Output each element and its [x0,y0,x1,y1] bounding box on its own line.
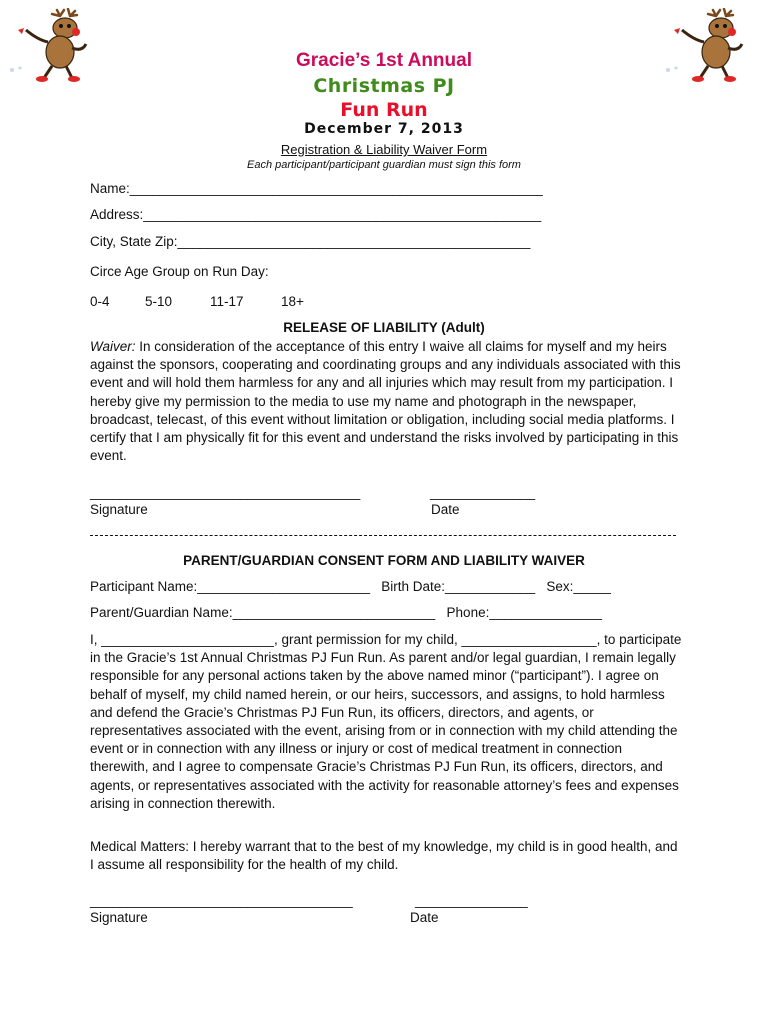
guardian-date-line[interactable]: _______________ [415,893,528,908]
cut-line-divider [90,535,676,536]
participant-info-line[interactable]: Participant Name:_______________________ Birth Date:____________ Sex:_____ [90,579,611,594]
event-title-line-2: Christmas PJ [313,75,455,97]
parent-consent-heading: PARENT/GUARDIAN CONSENT FORM AND LIABILITY WAIVER [183,553,585,568]
age-option-0-4[interactable]: 0-4 [90,294,110,309]
guardian-date-label: Date [410,910,439,925]
event-title-line-1: Gracie’s 1st Annual [296,50,472,71]
adult-signature-line[interactable]: ____________________________________ [90,485,361,500]
permission-paragraph: I, _______________________, grant permission for my child, __________________, to participate in the Gracie’s 1st Annual Christmas PJ Fun Run. As parent and/or legal guardian, I remain legally responsible for any personal actions taken by the above named minor (“participant”). I agree on behalf of myself, my child named herein, or our heirs, successors, and assigns, to hold harmless and defend the Gracie’s Christmas PJ Fun Run, its officers, directors, and agents, or representatives associated with the event, arising from or in connection with my child attending the event or in connection with any illness or injury or cost of medical treatment in connection therewith, and I agree to compensate Gracie’s Christmas PJ Fun Run, its officers, directors, and agents, or representatives associated with the activity for reasonable attorney’s fees and expenses arising in connection therewith. [90,632,682,811]
age-group-prompt: Circe Age Group on Run Day: [90,264,269,279]
guardian-info-line[interactable]: Parent/Guardian Name:___________________________ Phone:_______________ [90,605,602,620]
age-option-11-17[interactable]: 11-17 [210,294,244,309]
guardian-signature-label: Signature [90,910,148,925]
form-instruction: Each participant/participant guardian must sign this form [247,159,521,171]
guardian-signature-line[interactable]: ___________________________________ [90,893,353,908]
age-option-5-10[interactable]: 5-10 [145,294,173,309]
reindeer-clipart-right [664,8,760,84]
age-option-18-plus[interactable]: 18+ [281,294,304,309]
city-state-zip-field[interactable]: City, State Zip:_______________________________________________ [90,234,531,249]
address-field[interactable]: Address:_____________________________________________________ [90,207,542,222]
name-field[interactable]: Name:_______________________________________________________ [90,181,543,196]
waiver-text: In consideration of the acceptance of this entry I waive all claims for myself and my heirs against the sponsors, cooperating and coordinating groups and any individuals associated with this event and will hold them harmless for any and all injuries which may result from my participation. I hereby give my permission to the media to use my name and photograph in the newspaper, broadcast, telecast, of this event without limitation or obligation, including social media platforms. I certify that I am physically fit for this event and understand the risks involved by participating in this event. [90,339,681,464]
adult-signature-label: Signature [90,502,148,517]
event-title-line-3: Fun Run [340,99,428,121]
event-date: December 7, 2013 [304,121,464,137]
form-title: Registration & Liability Waiver Form [280,142,488,157]
adult-release-heading: RELEASE OF LIABILITY (Adult) [283,320,485,335]
waiver-lead: Waiver: [90,339,136,354]
medical-matters-paragraph: Medical Matters: I hereby warrant that to the best of my knowledge, my child is in good health, and I assume all responsibility for the health of my child. [90,839,678,873]
adult-waiver-paragraph [90,338,682,465]
adult-date-line[interactable]: ______________ [430,485,536,500]
adult-date-label: Date [431,502,460,517]
reindeer-clipart-left [8,8,104,84]
